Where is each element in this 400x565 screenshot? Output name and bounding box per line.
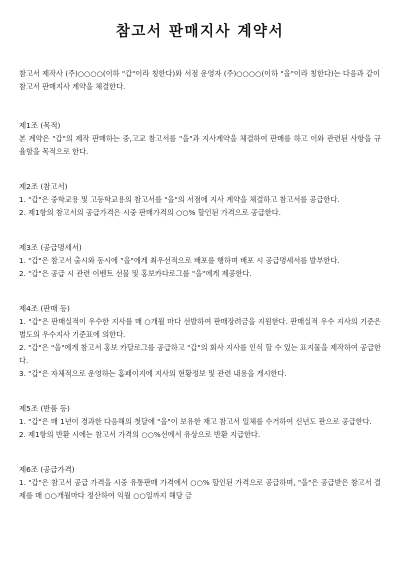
article-heading: 제1조 (목적) [19, 121, 61, 130]
article-clause: 1. "갑"은 참고서 출시와 동시에 "을"에게 최우선적으로 배포를 행하며 배포 시 공급명세서를 발부한다. [19, 256, 340, 265]
article-clause: 2. 제1항의 반환 시에는 참고서 가격의 ○○%선에서 유상으로 반환 지급한다. [19, 430, 261, 439]
article-5 [19, 402, 381, 441]
article-clause: 2. "갑"은 공급 시 관련 이벤트 선물 및 홍보카다로그를 "을"에게 제공한다. [19, 269, 252, 278]
article-clause: 3. "갑"은 자체적으로 운영하는 홈페이지에 지사의 현황정보 및 관련 내용을 게시한다. [19, 369, 287, 378]
intro-paragraph: 참고서 제작사 (주)○○○○(이하 "갑"이라 칭한다)와 서점 운영자 (주)○○○○(이하 "을"이라 칭한다)는 다음과 같이 참고서 판매지사 계약을 체결한다. [19, 69, 380, 91]
article-clause: 2. 제1항의 참고서의 공급가격은 시중 판매가격의 ○○% 할인된 가격으로 공급한다. [19, 208, 281, 217]
article-heading: 제2조 (참고서) [19, 182, 68, 191]
article-clause: 1. "갑"은 참고서 공급 가격을 시중 유통판매 가격에서 ○○% 할인된 가격으로 공급하며, "을"은 공급받은 참고서 결제를 매 ○○개월마다 정산하여 익월 ○○일까지 해당 금 [19, 478, 381, 500]
document-title: 참고서 판매지사 계약서 [115, 24, 285, 40]
article-clause: 1. "갑"은 판매실적이 우수한 지사를 매 ○개월 마다 선발하여 판매장려금을 지원한다. 판매실적 우수 지사의 기준은 별도의 우수지사 기준표에 의한다. [19, 317, 381, 339]
article-3 [19, 241, 381, 280]
article-1 [19, 119, 381, 158]
article-heading: 제3조 (공급명세서) [19, 243, 82, 252]
article-clause: 1. "갑"은 매 1년이 경과한 다음해의 첫달에 "을"이 보유한 재고 참고서 일체를 수거하여 신년도 판으로 공급한다. [19, 417, 372, 426]
article-heading: 제6조 (공급가격) [19, 465, 75, 474]
article-heading: 제4조 (판매 등) [19, 304, 70, 313]
article-clause: 1. "갑"은 중학교용 및 고등학교용의 참고서를 "을"의 서점에 지사 계약을 체결하고 참고서를 공급한다. [19, 195, 340, 204]
article-heading: 제5조 (반품 등) [19, 404, 70, 413]
article-6 [19, 463, 381, 502]
article-2 [19, 180, 381, 219]
article-4 [19, 302, 381, 380]
article-clause: 본 계약은 "갑"의 제작 판매하는 중,고교 참고서를 "을"과 지사계약을 체결하여 판매를 하고 이와 관련된 사항을 규율함을 목적으로 한다. [19, 134, 381, 156]
article-clause: 2. "갑"은 "을"에게 참고서 홍보 카달로그를 공급하고 "갑"의 회사 지사를 인식 할 수 있는 표지물을 제작하여 공급한다. [19, 343, 381, 365]
